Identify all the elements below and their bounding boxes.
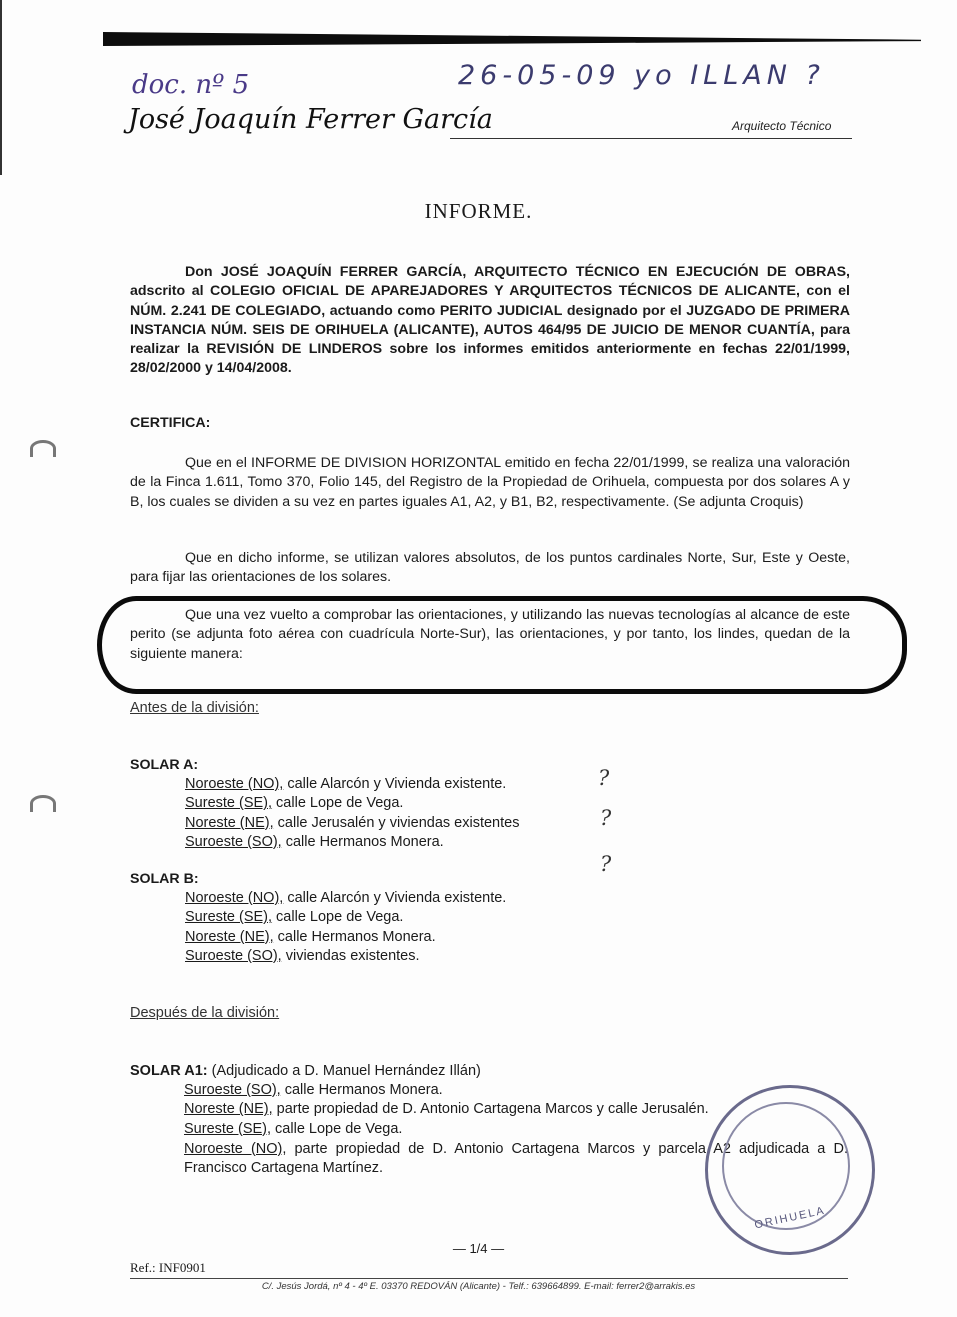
list-item: Noroeste (NO), parte propiedad de D. Antonio Cartagena Marcos y parcela A2 adjudicada a D. Francisco Cartagena Martínez.: [184, 1140, 848, 1177]
scan-edge-line: [0, 0, 2, 175]
binder-hole-icon: [30, 795, 56, 812]
footer-rule: [130, 1278, 848, 1279]
list-item: Noroeste (NO), calle Alarcón y Vivienda existente.: [185, 890, 507, 906]
solar-a-label: SOLAR A:: [130, 757, 199, 773]
intro-paragraph: Don JOSÉ JOAQUÍN FERRER GARCÍA, ARQUITECTO TÉCNICO EN EJECUCIÓN DE OBRAS, adscrito al COLEGIO OFICIAL DE APAREJADORES Y ARQUITECTOS TÉCNICOS DE ALICANTE, con el NÚM. 2.241 DE COLEGIADO, actuando como PERITO JUDICIAL designado por el JUZGADO DE PRIMERA INSTANCIA NÚM. SEIS DE ORIHUELA (ALICANTE), AUTOS 464/95 DE JUICIO DE MENOR CUANTÍA, para realizar la REVISIÓN DE LINDEROS sobre los informes emitidos anteriormente en fechas 22/01/1999, 28/02/2000 y 14/04/2008.: [130, 264, 850, 377]
solar-b-list: [185, 890, 506, 967]
list-item: Suroeste (SO), calle Hermanos Monera.: [184, 1082, 443, 1098]
header-bar: [103, 32, 921, 46]
solar-b-label: SOLAR B:: [130, 871, 199, 887]
list-item: Sureste (SE), calle Lope de Vega.: [185, 909, 404, 926]
handwritten-question-mark: ?: [600, 806, 612, 830]
solar-a-list: [185, 776, 519, 853]
list-item: Sureste (SE), calle Lope de Vega.: [184, 1120, 403, 1137]
list-item: Noreste (NE), parte propiedad de D. Antonio Cartagena Marcos y calle Jerusalén.: [184, 1101, 709, 1118]
page-number: — 1/4 —: [452, 1241, 505, 1256]
hand-drawn-circle: [97, 596, 907, 694]
footer-address: C/. Jesús Jordá, nº 4 - 4º E. 03370 REDOVÁN (Alicante) - Telf.: 639664899. E-mail: ferrer2@arrakis.es: [261, 1281, 696, 1292]
list-item: Suroeste (SO), calle Hermanos Monera.: [185, 833, 444, 850]
stamp-text: ORIHUELA: [753, 1204, 827, 1232]
handwritten-question-mark: ?: [600, 852, 612, 876]
paragraph-3: Que una vez vuelto a comprobar las orientaciones, y utilizando las nuevas tecnologías al alcance de este perito (se adjunta foto aérea con cuadrícula Norte-Sur), las orientaciones, y por tanto, los lindes, quedan de la siguiente manera:: [130, 607, 850, 662]
list-item: Noreste (NE), calle Jerusalén y viviendas existentes: [185, 814, 520, 831]
header-underline: [450, 138, 852, 139]
paragraph-2: Que en dicho informe, se utilizan valores absolutos, de los puntos cardinales Norte, Sur, Este y Oeste, para fijar las orientaciones de los solares.: [130, 550, 850, 586]
certifica-heading: CERTIFICA:: [130, 415, 211, 431]
reference-code: Ref.: INF0901: [130, 1260, 206, 1275]
solar-a1-label: SOLAR A1: (Adjudicado a D. Manuel Hernández Illán): [130, 1063, 481, 1079]
official-stamp-inner: [722, 1102, 850, 1230]
handwritten-doc-number: doc. nº 5: [132, 70, 250, 100]
list-item: Noreste (NE), calle Hermanos Monera.: [185, 928, 436, 945]
document-title: INFORME.: [424, 199, 533, 223]
list-item: Noroeste (NO), calle Alarcón y Vivienda existente.: [185, 776, 507, 792]
despues-heading: Después de la división:: [130, 1005, 280, 1021]
list-item: Sureste (SE), calle Lope de Vega.: [185, 795, 404, 812]
handwritten-date-note: 26-05-09 yo ILLAN ?: [458, 60, 825, 91]
author-name: José Joaquín Ferrer García: [128, 104, 493, 135]
antes-heading: Antes de la división:: [130, 700, 259, 716]
handwritten-question-mark: ?: [598, 766, 610, 790]
binder-hole-icon: [30, 440, 56, 457]
list-item: Suroeste (SO), viviendas existentes.: [185, 947, 420, 964]
author-profession: Arquitecto Técnico: [732, 119, 832, 133]
paragraph-1: Que en el INFORME DE DIVISION HORIZONTAL emitido en fecha 22/01/1999, se realiza una valoración de la Finca 1.611, Tomo 370, Folio 145, del Registro de la Propiedad de Orihuela, compuesta por dos solares A y B, los cuales se dividen a su vez en partes iguales A1, A2, y B1, B2, respectivamente. (Se adjunta Croquis): [130, 455, 850, 510]
